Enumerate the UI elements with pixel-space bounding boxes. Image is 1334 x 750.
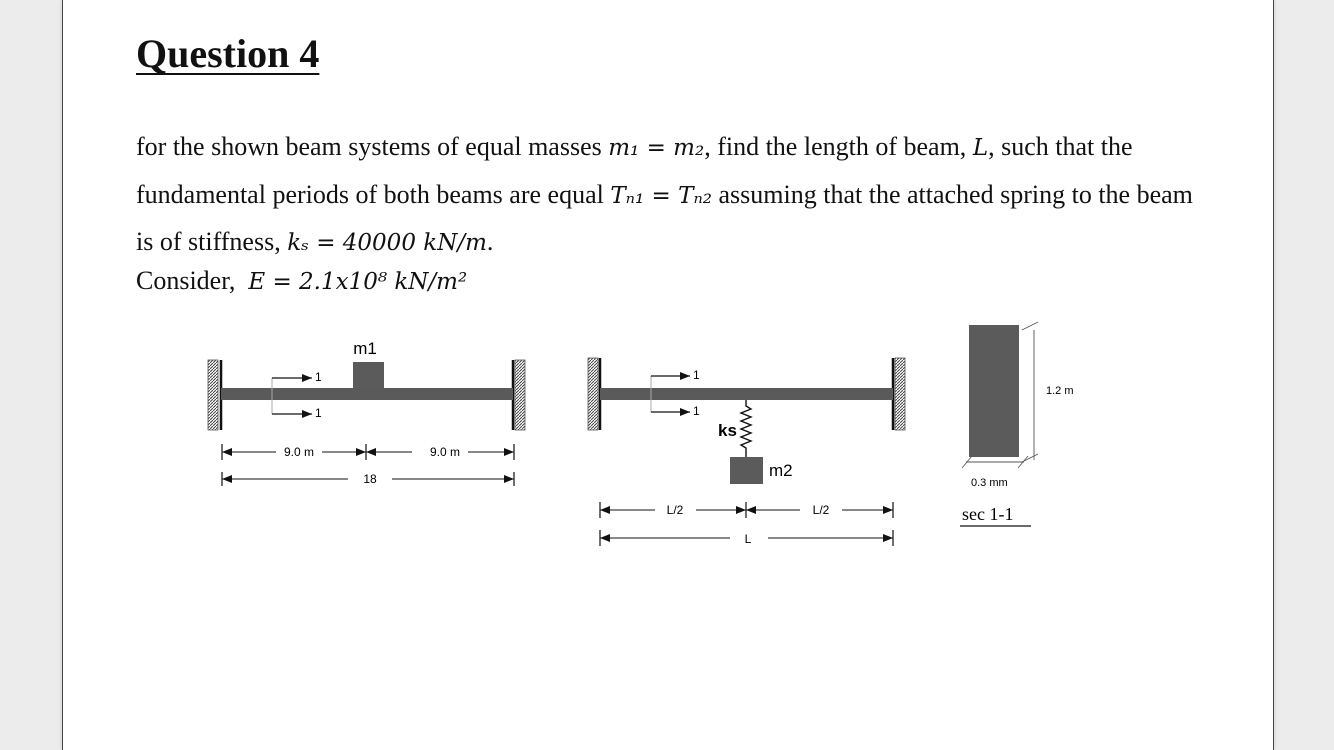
beam <box>221 388 513 400</box>
text-run: assuming that the attached spring to the beam <box>712 179 1193 209</box>
section-mark-top: 1 <box>315 370 322 384</box>
length-variable: L <box>972 135 989 161</box>
left-wall-support <box>588 358 598 430</box>
mass-block <box>353 362 384 388</box>
dim-total-label: L <box>744 532 752 546</box>
dim-total-label: 18 <box>363 472 377 486</box>
equal-masses-equation: m₁ = m₂ <box>608 135 705 161</box>
section-mark-bottom: 1 <box>315 406 322 420</box>
spring-stiffness-equation: kₛ = 40000 kN/m <box>287 230 487 256</box>
dimension-lines <box>222 444 514 486</box>
dimension-lines <box>600 502 893 546</box>
question-title: Question 4 <box>136 31 320 76</box>
dim-right-label: L/2 <box>812 503 830 517</box>
section-mark-bottom: 1 <box>693 404 700 418</box>
text-run: fundamental periods of both beams are equal <box>136 179 611 209</box>
mass-label: m1 <box>353 339 377 358</box>
text-run: , find the length of beam, <box>704 132 973 161</box>
left-wall-support <box>208 360 218 430</box>
mass-label: m2 <box>769 461 793 480</box>
spring <box>741 400 751 457</box>
consider-label: Consider, <box>136 266 236 295</box>
height-label: 1.2 m <box>1046 385 1074 397</box>
modulus-equation: E = 2.1x10⁸ kN/m² <box>248 269 468 295</box>
right-wall-support <box>895 358 905 430</box>
dim-left-label: 9.0 m <box>283 445 315 459</box>
section-rectangle <box>969 325 1019 457</box>
fixed-fixed-beam-with-mass <box>208 339 525 486</box>
text-run: is of stiffness, <box>136 227 288 256</box>
text-run: . <box>486 227 494 256</box>
section-caption: sec 1-1 <box>962 504 1014 524</box>
text-run: , such that the <box>988 132 1133 161</box>
text-run: for the shown beam systems of equal masses <box>136 132 609 161</box>
beam <box>600 388 893 400</box>
section-mark-top: 1 <box>693 368 700 382</box>
mass-block <box>730 457 763 484</box>
dim-left-label: L/2 <box>666 503 684 517</box>
right-wall-support <box>515 360 525 430</box>
spring-label: ks <box>718 421 737 440</box>
equal-periods-equation: Tₙ₁ = Tₙ₂ <box>610 182 713 209</box>
fixed-fixed-beam-with-spring-mass <box>588 358 905 546</box>
width-label: 0.3 mm <box>971 477 1008 489</box>
cross-section-1-1 <box>960 322 1074 526</box>
dim-right-label: 9.0 m <box>429 445 461 459</box>
